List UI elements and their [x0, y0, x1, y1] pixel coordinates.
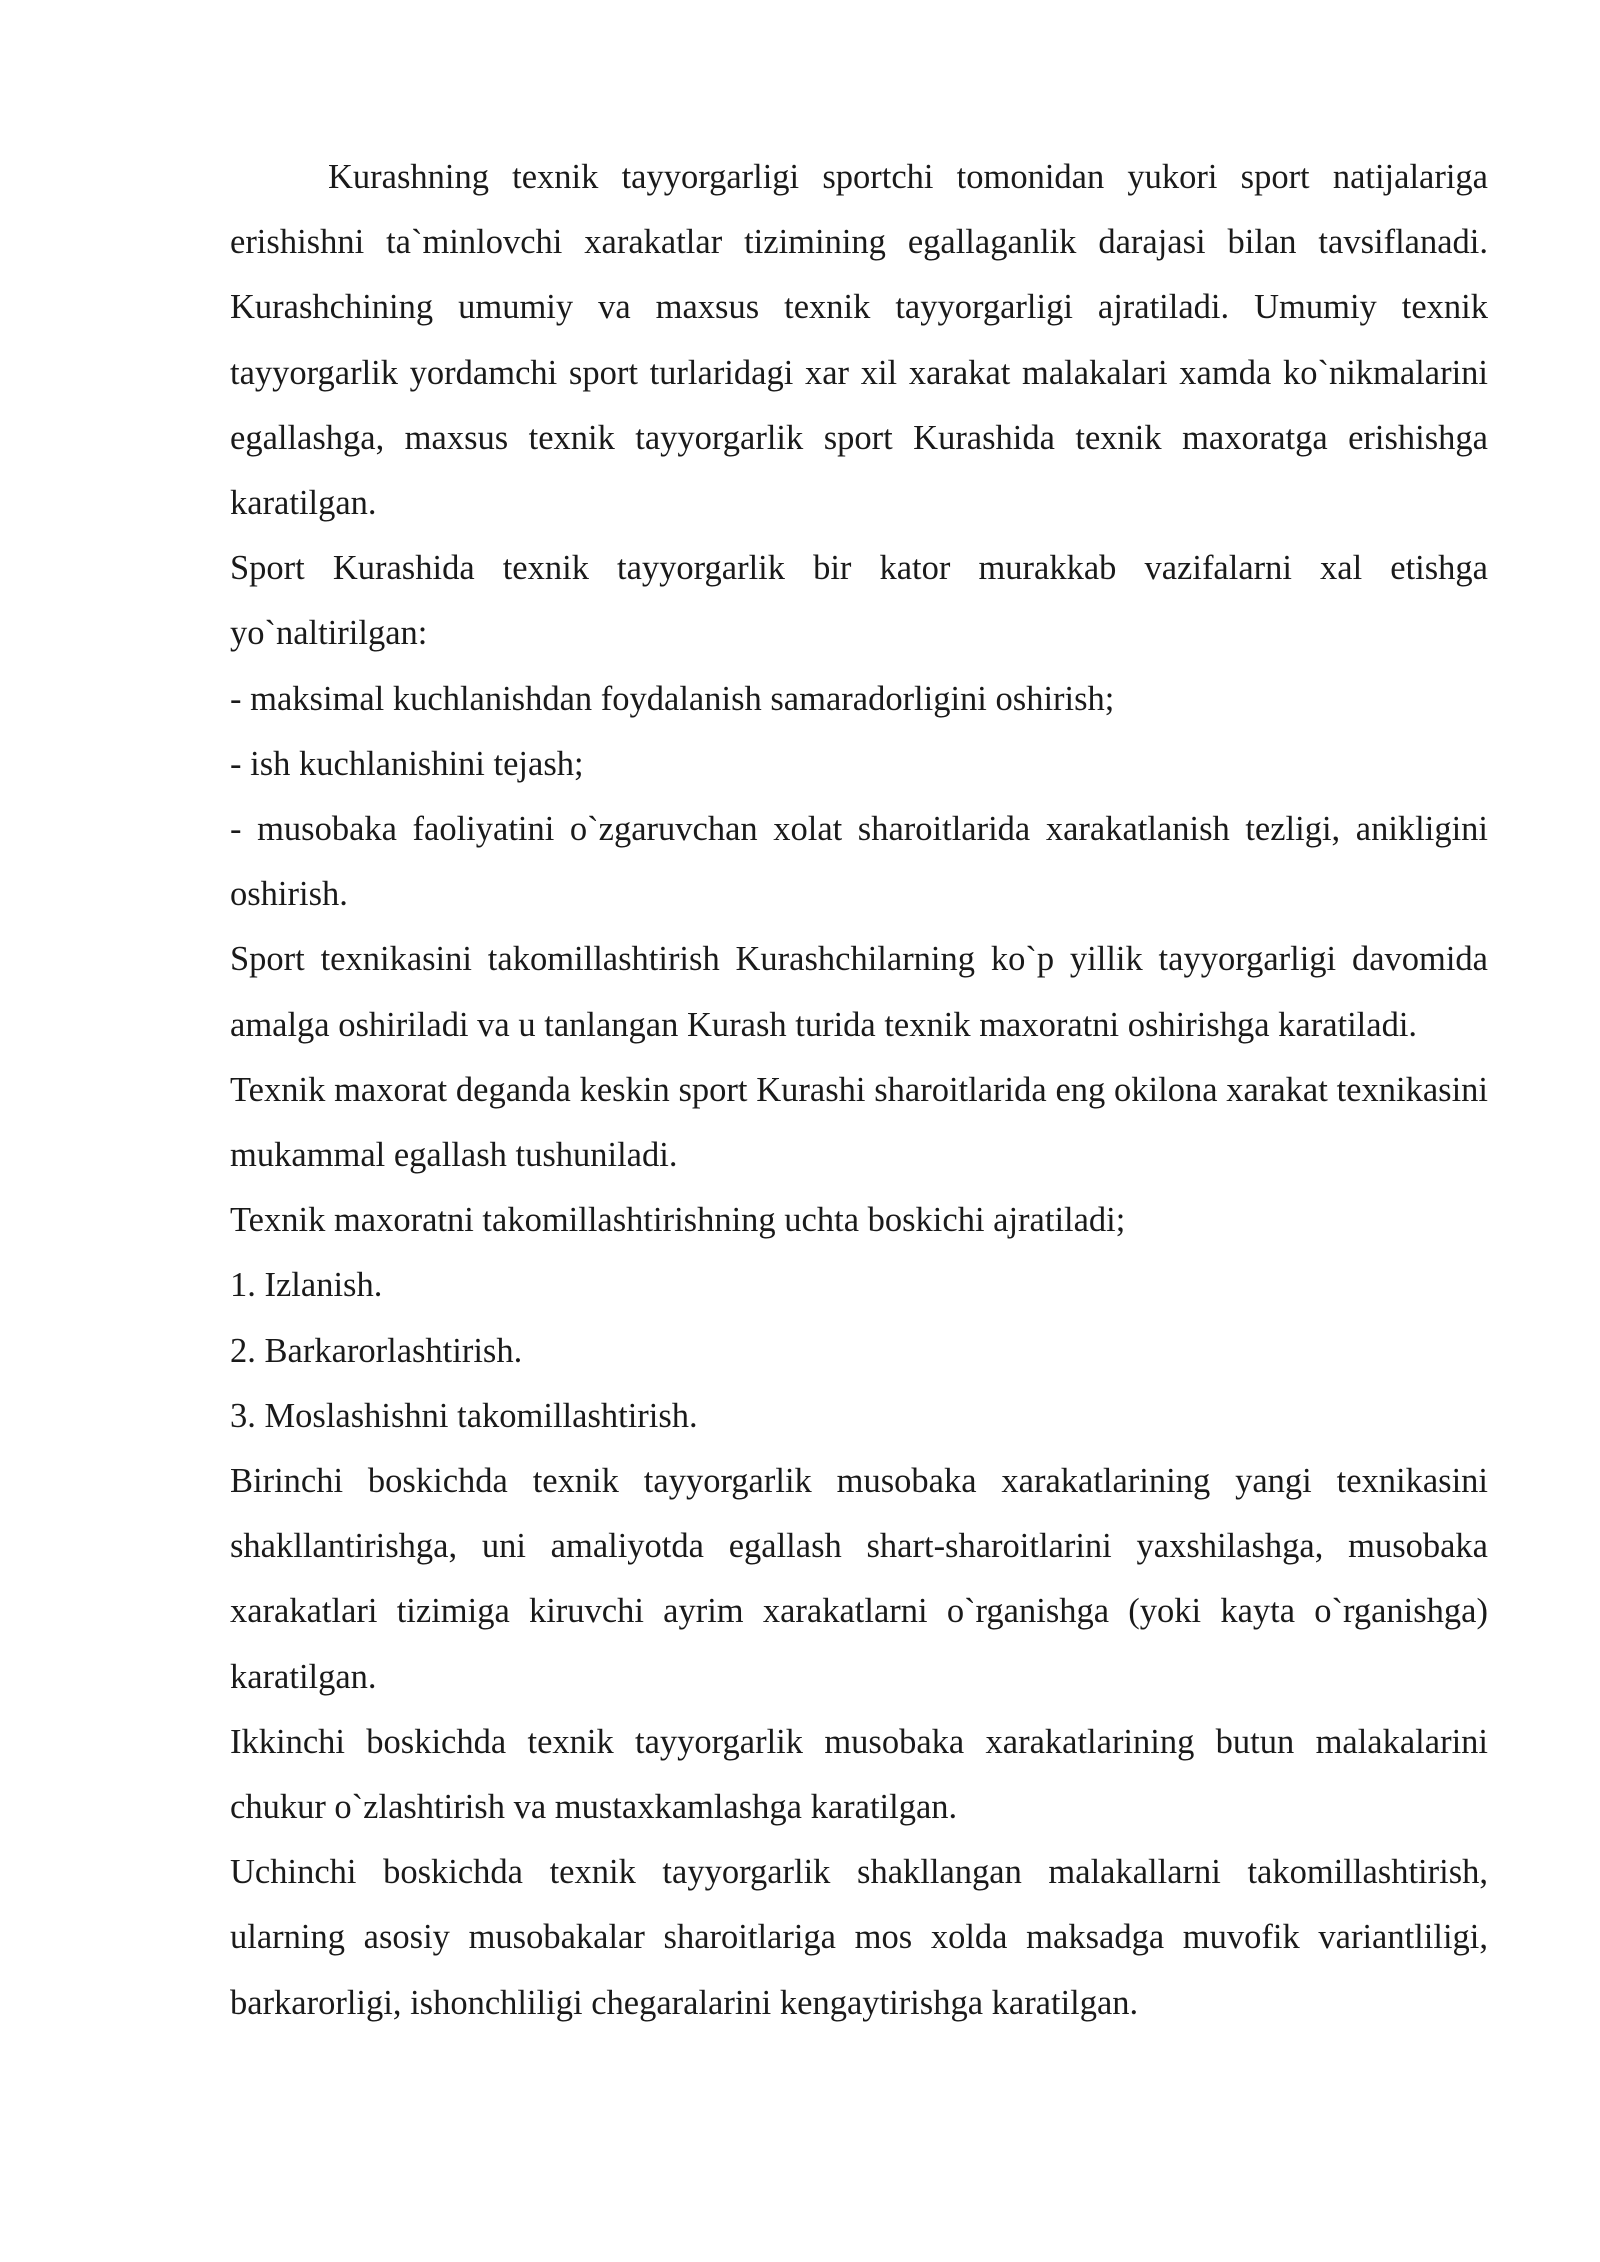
paragraph-stage-one: Birinchi boskichda texnik tayyorgarlik musobaka xarakatlarining yangi texnikasini shakllantirishga, uni amaliyotda egallash shart-sharoitlarini yaxshilashga, musobaka xarakatlari tizimiga kiruvchi ayrim xarakatlarni o`rganishga (yoki kayta o`rganishga) karatilgan. — [230, 1462, 1488, 1696]
document-body — [230, 145, 1488, 2036]
paragraph-improvement: Sport texnikasini takomillashtirish Kurashchilarning ko`p yillik tayyorgarligi davomida amalga oshiriladi va u tanlangan Kurash turida texnik maxoratni oshirishga karatiladi. — [230, 940, 1488, 1044]
list-item-task: - maksimal kuchlanishdan foydalanish samaradorligini oshirish; — [230, 679, 1115, 718]
list-item-stage: 3. Moslashishni takomillashtirish. — [230, 1396, 698, 1435]
list-item-task: - ish kuchlanishini tejash; — [230, 744, 584, 783]
list-item-stage: 2. Barkarorlashtirish. — [230, 1331, 523, 1370]
list-item-task: - musobaka faoliyatini o`zgaruvchan xolat sharoitlarida xarakatlanish tezligi, anikligini oshirish. — [230, 810, 1488, 914]
list-item-stage: 1. Izlanish. — [230, 1266, 383, 1305]
paragraph-stage-two: Ikkinchi boskichda texnik tayyorgarlik musobaka xarakatlarining butun malakalarini chukur o`zlashtirish va mustaxkamlashga karatilgan. — [230, 1722, 1488, 1827]
paragraph-intro: Kurashning texnik tayyorgarligi sportchi tomonidan yukori sport natijalariga erishishni ta`minlovchi xarakatlar tizimining egallaganlik darajasi bilan tavsiflanadi. Kurashchining umumiy va maxsus texnik tayyorgarligi ajratiladi. Umumiy texnik tayyorgarlik yordamchi sport turlaridagi xar xil xarakat malakalari xamda ko`nikmalarini egallashga, maxsus texnik tayyorgarlik sport Kurashida texnik maxoratga erishishga karatilgan. — [230, 158, 1488, 523]
paragraph-tasks-intro: Sport Kurashida texnik tayyorgarlik bir kator murakkab vazifalarni xal etishga yo`naltirilgan: — [230, 549, 1488, 653]
paragraph-mastery-definition: Texnik maxorat deganda keskin sport Kurashi sharoitlarida eng okilona xarakat texnikasini mukammal egallash tushuniladi. — [230, 1070, 1488, 1175]
paragraph-stage-three: Uchinchi boskichda texnik tayyorgarlik shakllangan malakallarni takomillashtirish, ularning asosiy musobakalar sharoitlariga mos xolda maksadga muvofik variantliligi, barkarorligi, ishonchliligi chegaralarini kengaytirishga karatilgan. — [230, 1853, 1488, 2022]
paragraph-stages-intro: Texnik maxoratni takomillashtirishning uchta boskichi ajratiladi; — [230, 1201, 1126, 1240]
